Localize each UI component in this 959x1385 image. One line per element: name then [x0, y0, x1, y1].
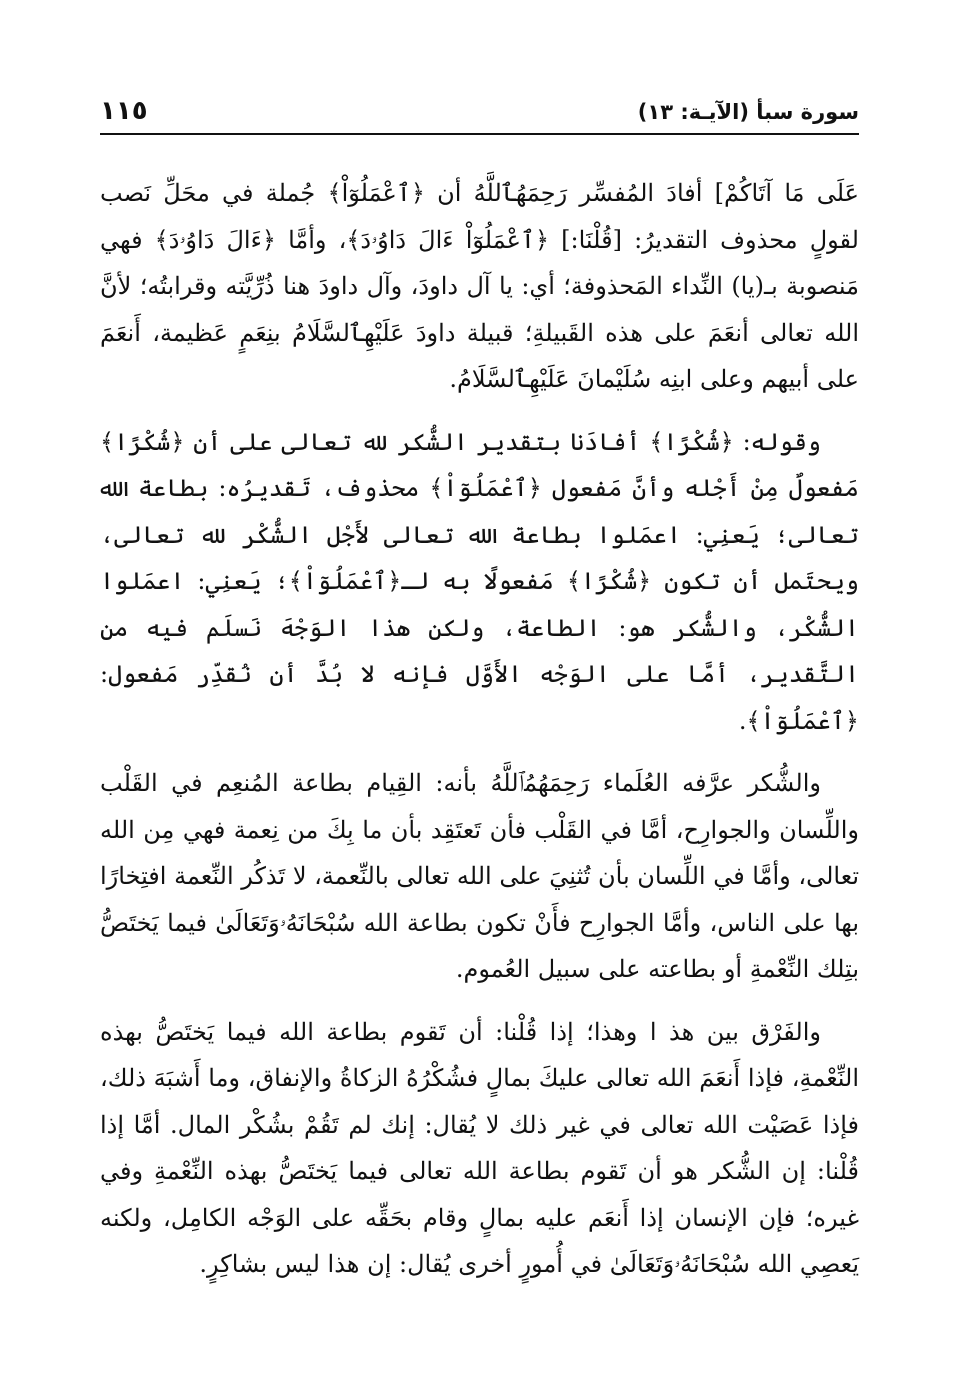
paragraph-4: والفَرْق بين هذ ا وهذا؛ إذا قُلْنا: أن تَقوم بطاعة الله فيما يَختَصُّ بهذه النِّعْمةِ، فإذا أَنعَمَ الله تعالى عليكَ بمالٍ فشُكْرُهُ الزكاةُ والإنفاق، وما أَشبَهَ ذلك، فإذا عَصَيْت الله تعالى في غير ذلك لا يُقال: إنك لم تَقُمْ بشُكْر المال. أمَّا إذا قُلْنا: إن الشُّكر هو أن تَقوم بطاعة الله تعالى فيما يَختَصُّ بهذه النِّعْمةِ وفي غيره؛ فإن الإنسان إذا أَنعَم عليه بمالٍ وقام بحَقِّه على الوَجْه الكامِل، ولكنه يَعصِي الله سُبْحَانَهُۥوَتَعَالَىٰ في أُمورٍ أخرى يُقال: إن هذا ليس بشاكِرٍ. [100, 1017, 859, 1278]
running-head: سورة سبأ (الآيـة: ١٣) [637, 100, 859, 124]
paragraph-1: عَلَى مَا آتَاكُمْ] أفادَ المُفسِّر رَحِمَهُٱللَّهُ أن ﴿ٱعْمَلُوٓاْ﴾ جُملة في محَلِّ نَصب لقولٍ محذوف التقديرُ: [قُلْنَا:] ﴿ٱعْمَلُوٓاْ ءَالَ دَاوُۥدَ﴾، وأمَّا ﴿ءَالَ دَاوُۥدَ﴾ فهي مَنصوبة بـ(يا) النِّداء المَحذوفة؛ أي: يا آل داودَ، وآل داودَ هنا ذُرِّيَّته وقرابتُه؛ لأنَّ الله تعالى أنعَمَ على هذه القَبيلةِ؛ قبيلة داودَ عَلَيْهِٱلسَّلَامُ بنِعَمٍ عَظيمة، أَنعَمَ على أبيهم وعلى ابنِه سُلَيْمانَ عَلَيْهِٱلسَّلَامُ. [100, 179, 860, 393]
page-header [100, 96, 859, 130]
paragraph-3: والشُّكر عرَّفه العُلَماء رَحِمَهُمُٱللَّهُ بأنه: القِيام بطاعة المُنعِم في القَلْب واللِّسان والجوارِح، أمَّا في القَلْب فأن تَعتَقِد بأن ما بِكَ من نِعمة فهي مِن الله تعالى، وأمَّا في اللِّسان بأن تُثنِيَ على الله تعالى بالنِّعمة، لا تَذكُر النِّعمة افتِخارًا بها على الناس، وأمَّا الجوارِح فأَنْ تكون بطاعة الله سُبْحَانَهُۥوَتَعَالَىٰ فيما يَختَصُّ بتِلك النِّعْمةِ أو بطاعته على سبيل العُموم. [100, 769, 859, 983]
body-text [100, 170, 859, 1304]
header-divider [100, 133, 859, 135]
paragraph-2: وقوله: ﴿شُكْرًا﴾ أفادَنا بتقدير الشُّكر لله تعالى على أن ﴿شُكْرًا﴾ مَفعولٌ مِنْ أَجْله وأنَّ مَفعول ﴿ٱعْمَلُوٓاْ﴾ محذوف، تَقديرُه: بطاعة الله تعالى؛ يَعنِي: اعمَلوا بطاعة الله تعالى لأَجْل الشُّكْر لله تعالى، ويحتَمل أن تكون ﴿شُكْرًا﴾ مَفعولًا به لـ﴿ٱعْمَلُوٓاْ﴾؛ يَعنِي: اعمَلوا الشُّكْر، والشُّكر هو: الطاعة، ولكن هذا الوَجْهَ نَسلَم فيه من التَّقدير، أمَّا على الوَجْه الأَوَّل فإنه لا بُدَّ أن نُقدِّر مَفعول: ﴿ٱعْمَلُوٓاْ﴾. [100, 427, 859, 735]
page-number: ١١٥ [100, 96, 148, 126]
